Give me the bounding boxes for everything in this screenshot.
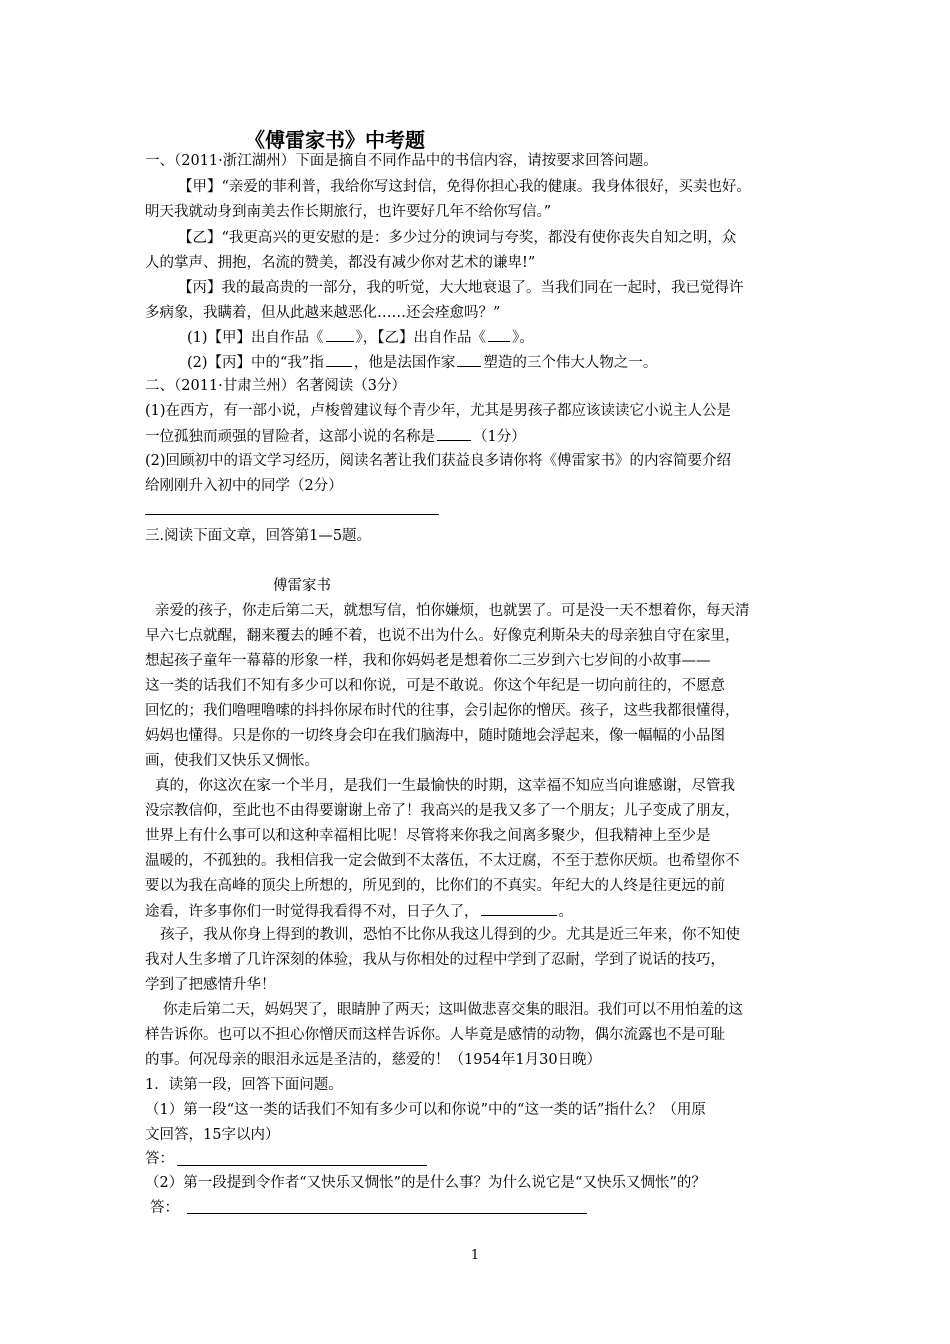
article-para2-end: 。	[558, 904, 573, 920]
article-para2-last-text: 途看，许多事你们一时觉得我看得不对，日子久了，	[145, 904, 479, 920]
q2-p2-line2: 给刚刚升入初中的同学（2分）	[145, 478, 343, 494]
article-para1-line: 亲爱的孩子，你走后第二天，就想写信，怕你嫌烦，也就罢了。可是没一天不想着你，每天清	[155, 603, 750, 619]
q1-sub2-text-c: 塑造的三个伟大人物之一。	[483, 355, 658, 371]
article-para2-line	[145, 901, 573, 922]
article-title: 傅雷家书	[273, 578, 331, 594]
q3-header: 三.阅读下面文章，回答第1—5题。	[145, 528, 372, 544]
article-para4-line: 的事。何况母亲的眼泪永远是圣洁的，慈爱的！（1954年1月30日晚）	[145, 1052, 602, 1068]
article-para4-line: 你走后第二天，妈妈哭了，眼睛肿了两天；这叫做悲喜交集的眼泪。我们可以不用怕羞的这	[163, 1002, 743, 1018]
q1-yi-line1: 【乙】“我更高兴的更安慰的是：多少过分的谀词与夸奖，都没有使你丧失自知之明，众	[178, 230, 737, 246]
q1-sub1	[187, 327, 534, 348]
article-para2-line: 真的，你这次在家一个半月，是我们一生最愉快的时期，这幸福不知应当向谁感谢，尽管我	[155, 778, 735, 794]
q1-sub2-text-b: ，他是法国作家	[353, 355, 456, 371]
q1-jia-line2: 明天我就动身到南美去作长期旅行，也许要好几年不给你写信。”	[145, 204, 552, 220]
q1-jia-line1: 【甲】“亲爱的菲利普，我给你写这封信，免得你担心我的健康。我身体很好，买卖也好。	[178, 179, 751, 195]
answer-line[interactable]	[187, 1213, 587, 1214]
answer-label: 答：	[145, 1151, 174, 1167]
answer-blank[interactable]	[437, 426, 471, 441]
q3-item1-2: （2）第一段提到令作者“又快乐又惆怅”的是什么事？为什么说它是“又快乐又惆怅”的？	[145, 1175, 706, 1191]
q1-sub2-text-a: (2)【丙】中的“我”指	[187, 355, 324, 371]
answer-label: 答：	[150, 1200, 179, 1216]
q3-item1-1-line1: （1）第一段“这一类的话我们不知有多少可以和你说”中的“这一类的话”指什么？（用原	[145, 1102, 706, 1118]
article-para1-line: 妈妈也懂得。只是你的一切终身会印在我们脑海中，随时随地会浮起来，像一幅幅的小品图	[145, 728, 725, 744]
article-para3-line: 学到了把感情升华！	[145, 977, 276, 993]
answer-line[interactable]	[145, 514, 439, 515]
page-title: 《傅雷家书》中考题	[245, 128, 425, 152]
q1-sub2	[187, 352, 657, 373]
q2-header: 二、（2011·甘肃兰州）名著阅读（3分）	[145, 378, 406, 394]
q3-item1: 1．读第一段，回答下面问题。	[145, 1077, 343, 1093]
q2-p1-text: 一位孤独而顽强的冒险者，这部小说的名称是	[145, 429, 435, 445]
q1-sub1-text-c: 》。	[512, 330, 534, 346]
answer-line[interactable]	[177, 1165, 427, 1166]
answer-blank[interactable]	[326, 352, 352, 367]
article-para3-line: 孩子，我从你身上得到的教训，恐怕不比你从我这儿得到的少。尤其是近三年来，你不知使	[160, 927, 740, 943]
article-para1-line: 回忆的；我们噜哩噜嗦的抖抖你尿布时代的往事，会引起你的憎厌。孩子，这些我都很懂得，	[145, 703, 740, 719]
answer-blank[interactable]	[481, 901, 557, 916]
q2-p1-score: （1分）	[473, 429, 526, 445]
q1-sub1-text-b: 》，【乙】出自作品《	[355, 330, 487, 346]
article-para2-line: 温暖的，不孤独的。我相信我一定会做到不太落伍，不太迂腐，不至于惹你厌烦。也希望你不	[145, 853, 740, 869]
page-number: 1	[470, 1248, 480, 1263]
article-para1-line: 画，使我们又快乐又惆怅。	[145, 753, 319, 769]
answer-blank[interactable]	[326, 327, 354, 342]
article-para1-line: 这一类的话我们不知有多少可以和你说，可是不敢说。你这个年纪是一切向前往的，不愿意	[145, 678, 725, 694]
article-para2-line: 要以为我在高峰的顶尖上所想的，所见到的，比你们的不真实。年纪大的人终是往更远的前	[145, 878, 725, 894]
q1-bing-line2: 多病象，我瞒着，但从此越来越恶化……还会痊愈吗？”	[145, 305, 501, 321]
answer-blank[interactable]	[457, 352, 481, 367]
article-para2-line: 没宗教信仰，至此也不由得要谢谢上帝了！我高兴的是我又多了一个朋友；儿子变成了朋友，	[145, 803, 740, 819]
q1-sub1-text-a: (1)【甲】出自作品《	[187, 330, 324, 346]
answer-blank[interactable]	[488, 327, 510, 342]
q2-p1-line1: (1)在西方，有一部小说，卢梭曾建议每个青少年，尤其是男孩子都应该读读它小说主人公是	[145, 403, 732, 419]
article-para1-line: 想起孩子童年一幕幕的形象一样，我和你妈妈老是想着你二三岁到六七岁间的小故事——	[145, 653, 711, 669]
q1-header: 一、（2011·浙江湖州）下面是摘自不同作品中的书信内容，请按要求回答问题。	[145, 153, 658, 169]
q1-yi-line2: 人的掌声、拥抱，名流的赞美，都没有减少你对艺术的谦卑!”	[145, 255, 536, 271]
article-para2-line: 世界上有什么事可以和这种幸福相比呢！尽管将来你我之间离多聚少，但我精神上至少是	[145, 828, 711, 844]
q1-bing-line1: 【丙】我的最高贵的一部分，我的听觉，大大地衰退了。当我们同在一起时，我已觉得许	[178, 280, 744, 296]
article-para1-line: 早六七点就醒，翻来覆去的睡不着，也说不出为什么。好像克利斯朵夫的母亲独自守在家里，	[145, 628, 740, 644]
q2-p1-line2	[145, 426, 526, 447]
q3-item1-1-line2: 文回答，15字以内）	[145, 1127, 280, 1143]
article-para3-line: 我对人生多增了几许深刻的体验，我从与你相处的过程中学到了忍耐，学到了说话的技巧，	[145, 952, 725, 968]
q2-p2-line1: (2)回顾初中的语文学习经历，阅读名著让我们获益良多请你将《傅雷家书》的内容简要介绍	[145, 453, 732, 469]
article-para4-line: 样告诉你。也可以不担心你憎厌而这样告诉你。人毕竟是感情的动物，偶尔流露也不是可耻	[145, 1027, 725, 1043]
